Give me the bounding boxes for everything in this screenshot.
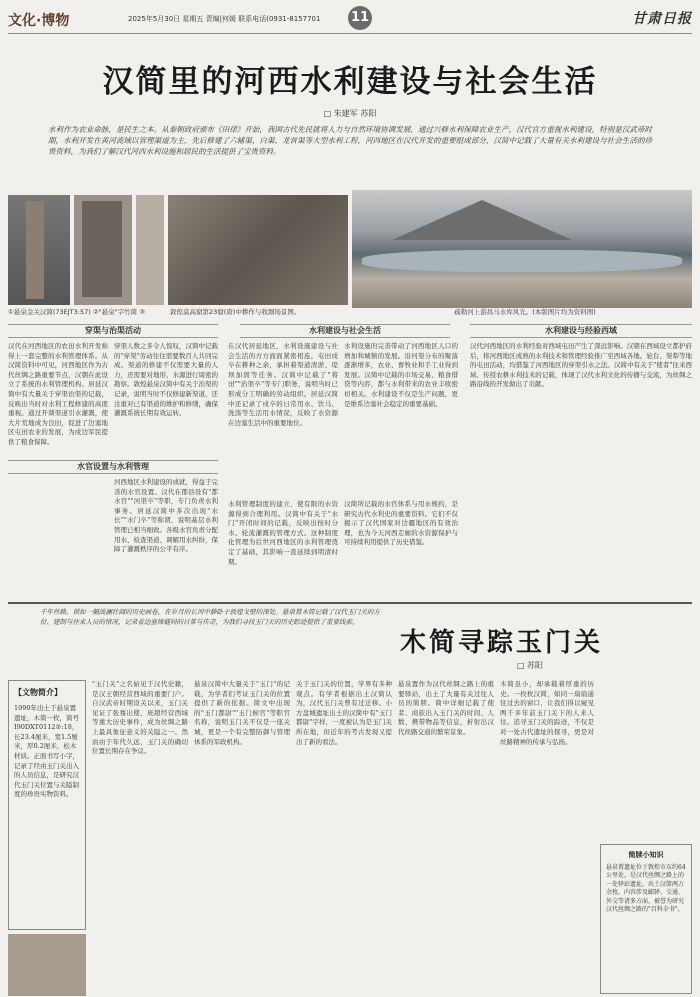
body-column-3: 在汉代居延地区，水利设施建设与社会生活的方方面面紧密相连。屯田戍卒在耕种之余，承担着渠道清淤、堤坝加固等任务。汉简中记载了"将田""治渠卒"等专门职务，说明当时已形成分工明确的劳动组织。居延汉简中还记录了戍卒的日常用水、饮马、洗涤等生活用水情况，反映了水资源在边塞生活中的重要地位。 <box>228 342 338 427</box>
article2-intro: 千年丝路，锁如一幅波澜壮阔的历史画卷，在岁月的长河中静卧于敦煌戈壁的深处。悬泉置木简记载了汉代玉门关的方位、建制与往来人员的情况，记录着边塞烽燧间的日常与传奇，为我们寻找玉门关的历史踪迹提供了重要线索。 <box>40 608 380 626</box>
subhead-2: 水利建设与社会生活 <box>240 324 450 338</box>
artifact-info-title: 【文物简介】 <box>14 688 62 697</box>
newspaper-logo: 甘肃日报 <box>632 11 692 27</box>
artifact-info-text: 1990年出土于悬泉置遗址，木简一枚，简号Ⅰ90DXT0112②:18，长23.4厘米，宽1.5厘米，厚0.2厘米，松木材质。正面书写小字，记录了经由玉门关出入的人员信息，是研究汉代玉门关位置与关隘制度的珍贵实物资料。 <box>14 704 79 799</box>
article2-byline: □ 苏阳 <box>516 661 544 670</box>
section-title: 文化·博物 <box>8 13 70 29</box>
page-number: 11 <box>348 6 372 30</box>
article-byline: □ 朱建军 苏阳 <box>323 109 377 118</box>
date-line: 2025年5月30日 星期五 责编|何媛 联系电话(0931-8157701 <box>128 15 321 23</box>
body-column-7: 水利管理制度的建立，使有限的水资源得到合理利用。汉简中有关于"水门"开闭时间的记载，反映出按时分水、轮流灌溉的管理方式。这种制度化管理为后世河西地区的水利管理奠定了基础，其影响一直延续到明清时期。 <box>228 500 338 592</box>
section-divider <box>8 602 692 604</box>
knowledge-box-title: 简牍小知识 <box>628 851 664 859</box>
reservoir-landscape-photo <box>352 190 692 308</box>
artifact-info-box <box>8 680 86 930</box>
article-intro: 水利作为农业命脉，是民生之本。从秦朝政府颁布《田律》开始，我国古代先民就将人力与自然环境协调发展，通过兴修水利保障农业生产，汉代官方重视水利建设，特别是汉武帝时期，水利开发在黄河流域以管理渠道为主，先后修建了六辅渠、白渠、龙首渠等大型水利工程，河西地区在汉代开发的重要组成部分，汉简中记载了大量有关水利建设与社会生活的珍贵资料，为我们了解汉代河西水利设施和居民的生活提供了宝贵资料。 <box>48 125 652 156</box>
article2-column-1: "玉门关"之名始见于汉代史籍，是汉王朝经营西域的重要门户。自汉武帝时期设关以来，玉门关见证了张骞出使、班超经营西域等重大历史事件，成为丝绸之路上最具象征意义的关隘之一。然而由于年代久远，玉门关的确切位置长期存在争议。 <box>92 680 188 756</box>
body-column-2: 穿渠人数之多令人惊叹，汉简中记载的"穿渠"劳动往往需要数百人共同完成。渠道的修建不仅需要大量的人力，还需要对地形、水源进行周密的勘察。敦煌悬泉汉简中有关于治渠的记录，说明当时不仅修建新渠道，还注重对已有渠道的维护和修缮，确保灌溉系统长期有效运转。 <box>114 342 218 418</box>
body-column-8: 汉简所记载的水官体系与用水规约，是研究古代水利史的重要资料。它们不仅揭示了汉代国家对边疆地区的有效治理，也为今天河西走廊的水资源保护与可持续利用提供了历史借鉴。 <box>344 500 458 592</box>
article-title: 汉简里的河西水利建设与社会生活 <box>102 64 598 100</box>
article2-column-5: 木简虽小，却承载着厚重的历史。一枚枚汉简，如同一扇扇通往过去的窗口，让我们得以窥见两千多年前玉门关下的人来人往。追寻玉门关的踪迹，不仅是对一处古代遗址的探寻，更是对丝路精神的传承与弘扬。 <box>500 680 594 746</box>
subhead-1: 穿渠与治渠活动 <box>8 324 218 338</box>
caption-left: ①悬泉金关汉简(73EJT3:57) ②"悬泉"字竹简 ③ <box>8 308 146 316</box>
body-column-5: 汉代河西地区的水利经验对西域屯田产生了深远影响。汉朝在西域设立都护府后，将河西地区成熟的水利技术和管理经验推广至西域各地。轮台、渠犁等地的屯田活动，均借鉴了河西地区的穿渠引水之法。汉简中有关于"使者"往来西域、传授农耕水利技术的记载，体现了汉代水利文化的传播与交流，为丝绸之路沿线的开发做出了贡献。 <box>470 342 692 389</box>
article2-column-3: 关于玉门关的位置，学界有多种观点。有学者根据出土汉简认为，汉代玉门关曾有过迁移。小方盘城遗址出土的汉简中有"玉门都尉"字样，一度被认为是玉门关所在地，但近年的考古发现又提出了新的看法。 <box>296 680 392 746</box>
mural-photo <box>168 195 348 305</box>
article2-column-2: 悬泉汉简中大量关于"玉门"的记载，为学者们考证玉门关的位置提供了新的依据。简文中出现的"玉门都尉""玉门候官"等职官名称，说明玉门关不仅是一座关城，更是一个有完整防御与管理体系的军政机构。 <box>194 680 290 746</box>
wooden-slip-photo-3 <box>136 195 164 305</box>
article2-column-4: 悬泉置作为汉代丝绸之路上的重要驿站，出土了大量有关过往人员的简牍。简中详细记载了使者、商旅出入玉门关的时间、人数、携带物品等信息，折射出汉代丝路交通的繁荣景象。 <box>398 680 494 736</box>
knowledge-box-text: 悬泉置遗址位于敦煌市东约64公里处，是汉代丝绸之路上的一处驿站遗址，出土汉简两万余枚，内容涉及邮驿、交通、外交等诸多方面，被誉为研究汉代丝绸之路的"百科全书"。 <box>606 864 686 914</box>
page-header <box>8 4 692 34</box>
body-column-1: 汉代在河西地区的农田水利开发称得上一套完整的水利管理体系。从汉简资料中可见，河西地区作为古代丝绸之路重要节点，汉朝在此设立了系统的水利管理机构。居延汉简中有大量关于穿渠治渠的记载，反映出当时对水利工程修建的高度重视。通过开凿渠道引水灌溉，使大片荒地成为良田，促进了边塞地区屯田农业的发展，为戍边军民提供了粮食保障。 <box>8 342 108 446</box>
caption-right: 疏勒河上游昌马水库风光。(本版图片均为资料图) <box>454 308 596 316</box>
wooden-slip-photo-4 <box>8 934 86 996</box>
wooden-slip-photo-2 <box>74 195 132 305</box>
article2-title: 木简寻踪玉门关 <box>400 628 604 658</box>
wooden-slip-photo-1 <box>8 195 70 305</box>
subhead-3: 水利建设与经验西域 <box>470 324 692 338</box>
knowledge-box <box>600 844 692 994</box>
subhead-4: 水官设置与水利管理 <box>8 460 218 474</box>
body-column-6: 河西地区水利建设的成就，得益于完善的水官设置。汉代在郡县设有"都水官""河渠卒"等职，专门负责水利事务。居延汉简中多次出现"水长""水门卒"等称谓，说明基层水利管理已相当细致。各级水官负责分配用水、检查渠道、调解用水纠纷，保障了灌溉秩序的公平有序。 <box>114 478 218 554</box>
body-column-4: 水利设施的完善带动了河西地区人口的增加和城镇的发展。沿河渠分布的聚落逐渐增多，农业、畜牧业和手工业得到发展。汉简中记载的市场交易、粮食借贷等内容，都与水利带来的农业丰收密切相关。水利建设不仅是生产问题，更是维系边塞社会稳定的重要基础。 <box>344 342 458 408</box>
caption-middle: 敦煌莫高窟第23窟(唐)中耕作与收割场景图。 <box>170 308 301 316</box>
